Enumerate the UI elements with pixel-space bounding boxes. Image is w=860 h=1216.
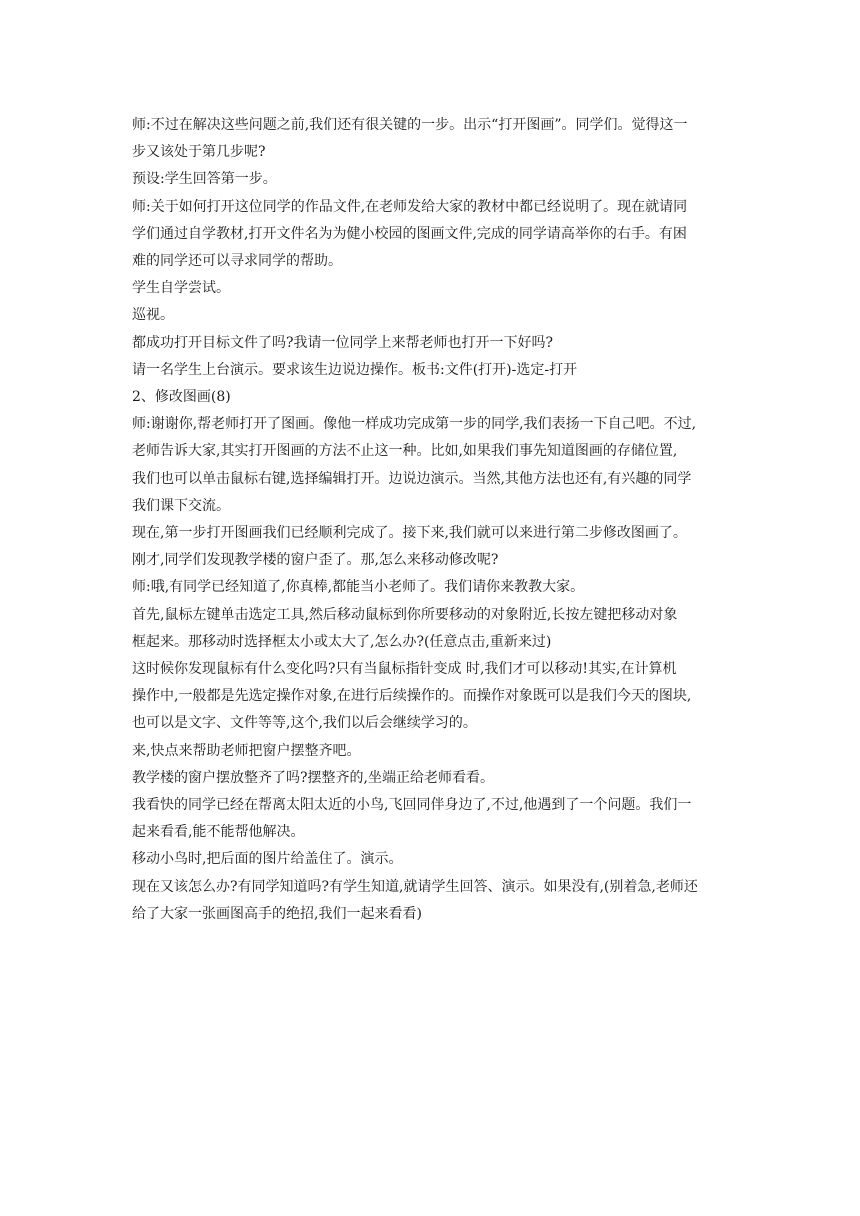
text-line: 这时候你发现鼠标有什么变化吗?只有当鼠标指针变成 时,我们才可以移动!其实,在计算机: [132, 661, 677, 678]
text-line: 预设:学生回答第一步。: [132, 171, 277, 188]
paragraph: [132, 330, 732, 357]
text-line: 现在,第一步打开图画我们已经顺利完成了。接下来,我们就可以来进行第二步修改图画了。: [132, 525, 687, 542]
text-line: 师:哦,有同学已经知道了,你真棒,都能当小老师了。我们请你来教教大家。: [132, 579, 585, 596]
text-line: 学们通过自学教材,打开文件名为为健小校园的图画文件,完成的同学请高举你的右手。有困: [132, 225, 687, 242]
text-line: 移动小鸟时,把后面的图片给盖住了。演示。: [132, 851, 403, 868]
paragraph: [132, 520, 732, 574]
text-line: 我们也可以单击鼠标右键,选择编辑打开。边说边演示。当然,其他方法也还有,有兴趣的同学: [132, 470, 692, 487]
paragraph: [132, 275, 732, 302]
text-line: 教学楼的窗户摆放整齐了吗?摆整齐的,坐端正给老师看看。: [132, 769, 494, 786]
text-line: 我们课下交流。: [132, 497, 230, 514]
paragraph: [132, 302, 732, 329]
text-line: 都成功打开目标文件了吗?我请一位同学上来帮老师也打开一下好吗?: [132, 334, 554, 351]
text-line: 首先,鼠标左键单击选定工具,然后移动鼠标到你所要移动的对象附近,长按左键把移动对象: [132, 606, 678, 623]
paragraph: [132, 602, 732, 656]
paragraph: [132, 384, 732, 411]
text-line: 现在又该怎么办?有同学知道吗?有学生知道,就请学生回答、演示。如果没有,(别着急,老师还: [132, 878, 698, 895]
paragraph: [132, 656, 732, 738]
text-line: 2、修改图画(8): [132, 389, 231, 406]
paragraph: [132, 738, 732, 765]
text-line: 起来看看,能不能帮他解决。: [132, 824, 305, 841]
text-line: 刚才,同学们发现教学楼的窗户歪了。那,怎么来移动修改呢?: [132, 552, 499, 569]
paragraph: [132, 574, 732, 601]
text-line: 步又该处于第几步呢?: [132, 144, 266, 161]
text-line: 老师告诉大家,其实打开图画的方法不止这一种。比如,如果我们事先知道图画的存储位置,: [132, 443, 678, 460]
text-line: 师:关于如何打开这位同学的作品文件,在老师发给大家的教材中都已经说明了。现在就请同: [132, 198, 688, 215]
text-line: 框起来。那移动时选择框太小或太大了,怎么办?(任意点击,重新来过): [132, 633, 552, 650]
paragraph: [132, 846, 732, 873]
paragraph: [132, 357, 732, 384]
paragraph: [132, 112, 732, 166]
text-line: 来,快点来帮助老师把窗户摆整齐吧。: [132, 742, 361, 759]
text-line: 巡视。: [132, 307, 174, 324]
paragraph: [132, 411, 732, 520]
paragraph: [132, 765, 732, 792]
paragraph: [132, 166, 732, 193]
document-body: [132, 112, 732, 928]
text-line: 我看快的同学已经在帮离太阳太近的小鸟,飞回同伴身边了,不过,他遇到了一个问题。我们一: [132, 797, 692, 814]
paragraph: [132, 194, 732, 276]
text-line: 师:不过在解决这些问题之前,我们还有很关键的一步。出示“打开图画”。同学们。觉得这一: [132, 117, 688, 133]
text-line: 学生自学尝试。: [132, 280, 230, 297]
text-line: 请一名学生上台演示。要求该生边说边操作。板书:文件(打开)-选定-打开: [132, 361, 578, 378]
text-line: 给了大家一张画图高手的绝招,我们一起来看看): [132, 905, 422, 922]
text-line: 也可以是文字、文件等等,这个,我们以后会继续学习的。: [132, 715, 477, 732]
text-line: 操作中,一般都是先选定操作对象,在进行后续操作的。而操作对象既可以是我们今天的图块,: [132, 688, 692, 705]
text-line: 难的同学还可以寻求同学的帮助。: [132, 253, 342, 270]
paragraph: [132, 792, 732, 846]
paragraph: [132, 874, 732, 928]
text-line: 师:谢谢你,帮老师打开了图画。像他一样成功完成第一步的同学,我们表扬一下自己吧。不过,: [132, 416, 697, 433]
